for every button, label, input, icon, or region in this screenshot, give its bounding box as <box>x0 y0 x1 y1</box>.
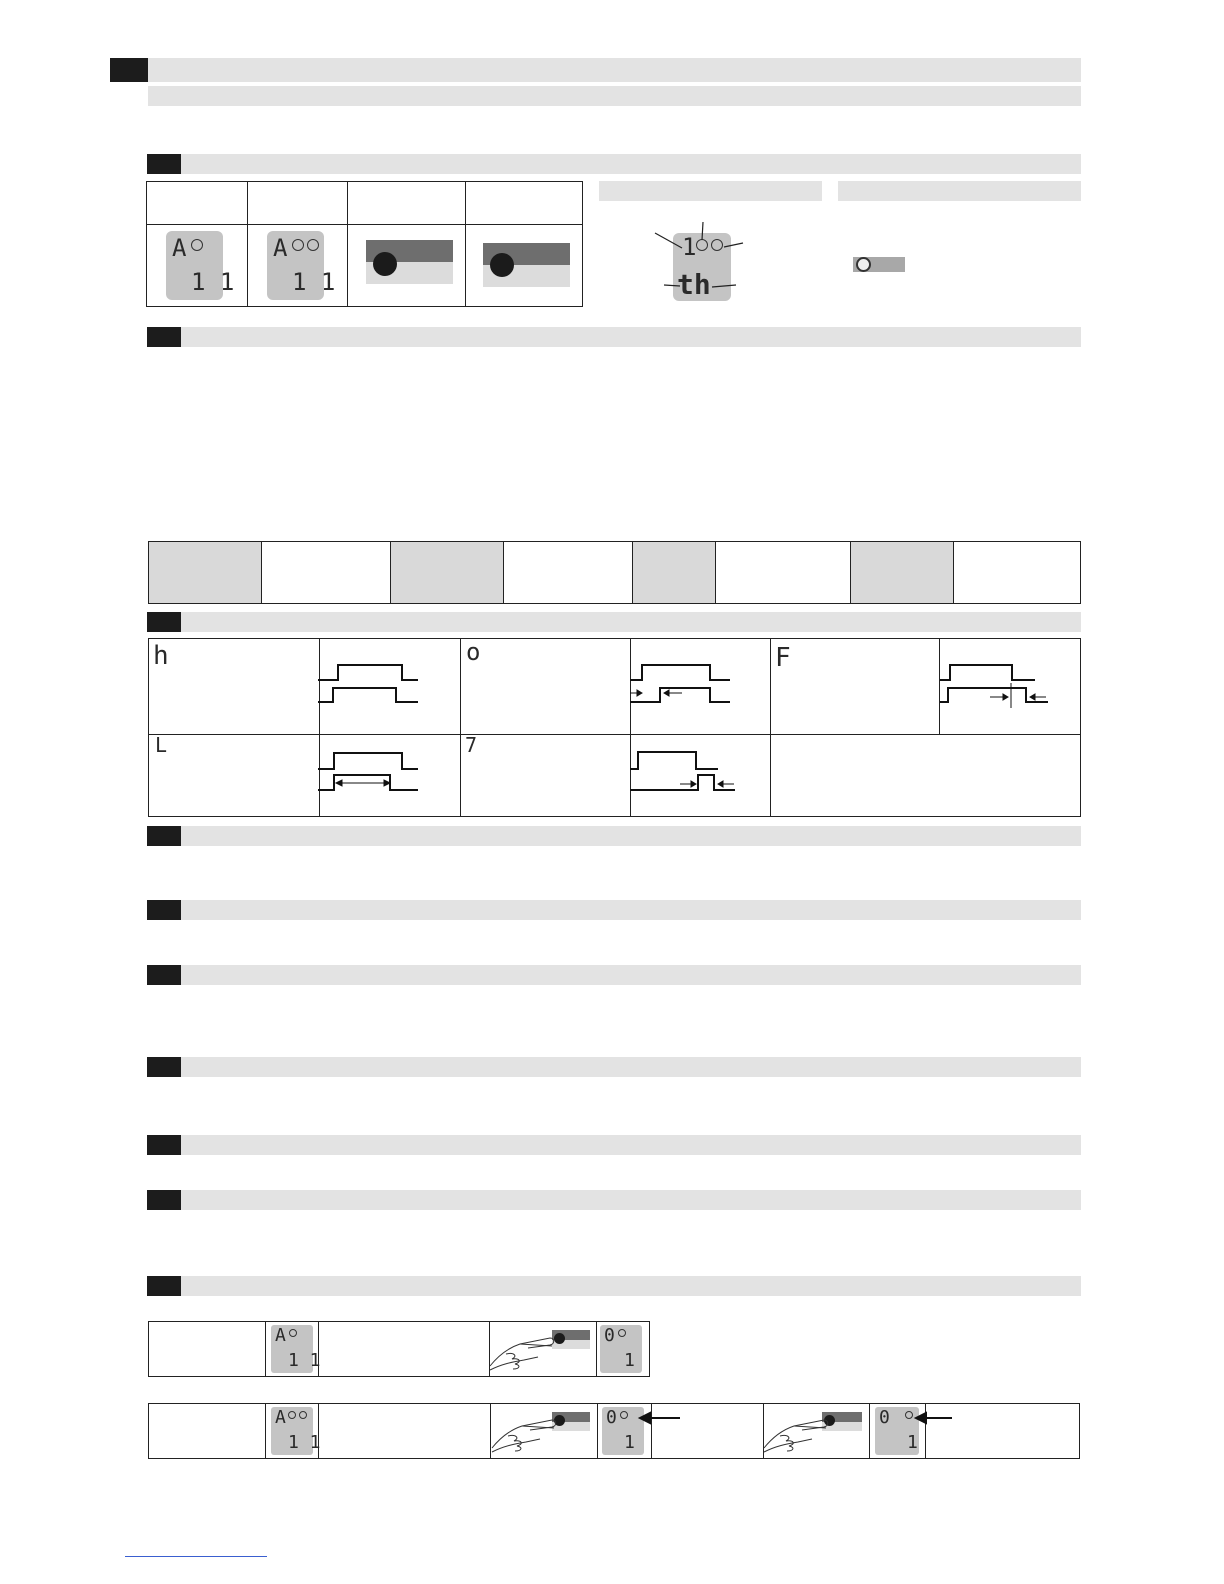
footer-link[interactable] <box>125 1556 267 1557</box>
lcd-glyph-a: A <box>172 234 187 262</box>
lcd-glyph-a: A <box>275 1325 286 1346</box>
lcd-glyph-eleven: 1 1 <box>292 268 336 296</box>
lcd-glyph-eleven: 1 1 <box>288 1350 321 1371</box>
function-label-h: h <box>153 641 169 671</box>
lcd-glyph-eleven: 1 1 <box>191 268 235 296</box>
lcd-glyph-zero: 0 <box>606 1407 617 1428</box>
lcd-glyph-one: 1 <box>907 1432 918 1453</box>
lcd-glyph-th: th <box>677 268 711 301</box>
lcd-glyph-zero: 0 <box>879 1407 890 1428</box>
lcd-glyph-one: 1 <box>624 1432 635 1453</box>
function-label-upper: 7 <box>465 733 478 757</box>
function-label-lower: L <box>155 733 168 757</box>
lcd-glyph-a: A <box>275 1407 286 1428</box>
lcd-glyph-eleven: 1 1 <box>288 1432 321 1453</box>
lcd-glyph-one: 1 <box>624 1350 635 1371</box>
function-label-o: o <box>466 638 481 666</box>
lcd-glyph-a: A <box>273 234 288 262</box>
function-label-f: F <box>775 643 791 673</box>
lcd-glyph-zero: 0 <box>604 1325 615 1346</box>
lcd-glyph-digit: 1 <box>682 233 697 261</box>
